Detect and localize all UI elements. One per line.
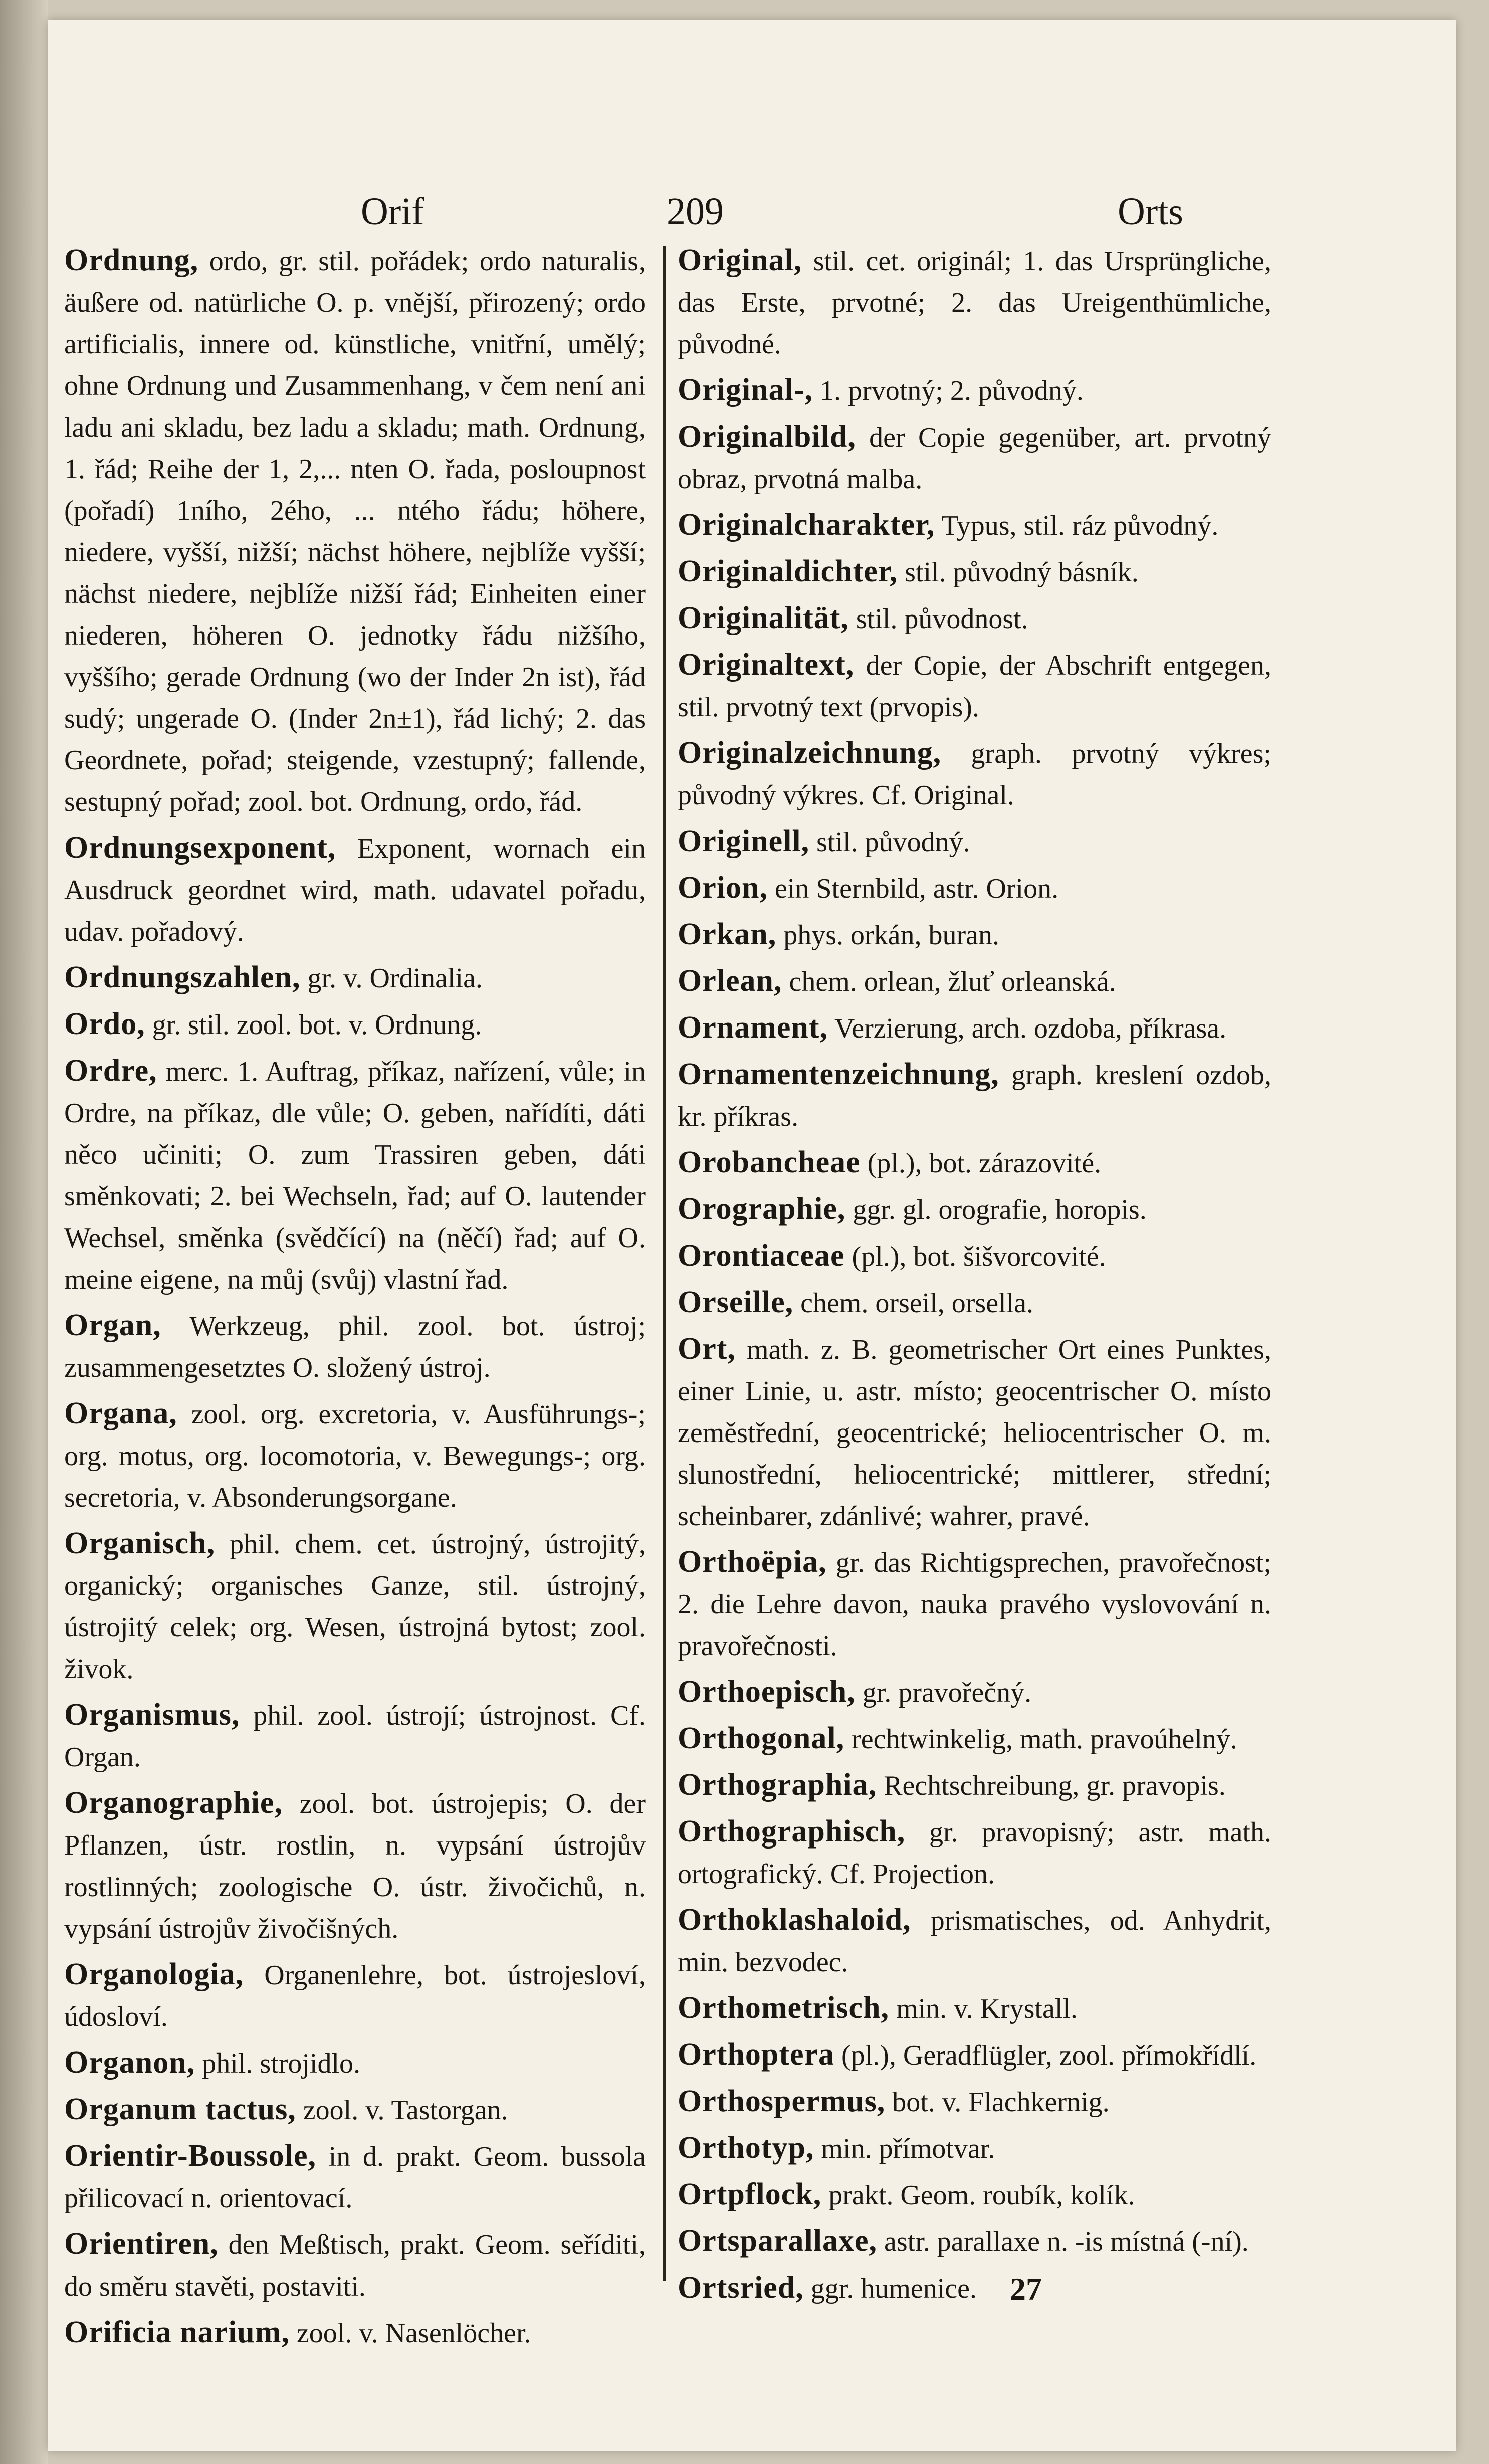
dictionary-entry: [678, 820, 1271, 863]
entry-definition: 1. prvotný; 2. původný.: [813, 375, 1084, 406]
column-divider: [663, 246, 666, 2281]
entry-definition: Werkzeug, phil. zool. bot. ústroj; zusammengesetztes O. složený ústroj.: [64, 1311, 646, 1383]
entry-headword: Ordo,: [64, 1007, 145, 1041]
dictionary-entry: [64, 1954, 646, 2038]
entry-definition: graph. prvotný výkres; původný výkres. Cf. Original.: [678, 738, 1271, 811]
entry-headword: Orion,: [678, 871, 768, 905]
entry-definition: der Copie, der Abschrift entgegen, stil. prvotný text (prvopis).: [678, 650, 1271, 723]
entry-definition: phil. zool. ústrojí; ústrojnost. Cf. Organ.: [64, 1700, 646, 1773]
dictionary-entry: [64, 240, 646, 823]
entry-definition: merc. 1. Auftrag, příkaz, nařízení, vůle; in Ordre, na příkaz, dle vůle; O. geben, nařídíti, dáti něco učiniti; O. zum Trassiren geben, dáti směnkovati; 2. bei Wechseln, řad; auf O. lautender Wechsel, směnka (svědčící) na (něčí) řad; auf O. meine eigene, na můj (svůj) vlastní řad.: [64, 1056, 646, 1295]
entry-headword: Ordre,: [64, 1054, 157, 1088]
entry-headword: Orobancheae: [678, 1145, 861, 1179]
entry-definition: ordo, gr. stil. pořádek; ordo naturalis, äußere od. natürliche O. p. vnější, přirozený; ordo artificialis, innere od. künstliche, vnitřní, umělý; ohne Ordnung und Zusammenhang, v čem není ani ladu ani skladu, bez ladu a skladu; math. Ordnung, 1. řád; Reihe der 1, 2,... nten O. řada, posloupnost (pořadí) 1ního, 2ého, ... ntého řádu; höhere, niedere, vyšší, nižší; nächst höhere, nejblíže vyšší; nächst niedere, nejblíže nižší řád; Einheiten einer niederen, höheren O. jednotky řádu nižšího, vyššího; gerade Ordnung (wo der Inder 2n ist), řád sudý; ungerade O. (Inder 2n±1), řád lichý; 2. das Geordnete, pořad; steigende, vzestupný; fallende, sestupný pořad; zool. bot. Ordnung, ordo, řád.: [64, 246, 646, 817]
dictionary-entry: [64, 1003, 646, 1046]
entry-headword: Organon,: [64, 2045, 195, 2080]
entry-headword: Organ,: [64, 1308, 161, 1342]
entry-definition: chem. orseil, orsella.: [793, 1288, 1034, 1319]
entry-definition: zool. bot. ústrojepis; O. der Pflanzen, ústr. rostlin, n. vypsání ústrojův rostlinných; zoologische O. ústr. živočichů, n. vypsání ústrojův živočišných.: [64, 1788, 646, 1944]
entry-headword: Orthoëpia,: [678, 1545, 827, 1579]
dictionary-entry: [678, 644, 1271, 728]
entry-definition: gr. das Richtigsprechen, pravořečnost; 2. die Lehre davon, nauka pravého vyslovování n. pravořečnosti.: [678, 1547, 1271, 1662]
dictionary-entry: [678, 1764, 1271, 1807]
entry-definition: Verzierung, arch. ozdoba, příkrasa.: [828, 1013, 1227, 1044]
entry-definition: astr. parallaxe n. -is místná (-ní).: [877, 2226, 1249, 2257]
dictionary-entry: [64, 827, 646, 953]
dictionary-entry: [678, 1671, 1271, 1714]
dictionary-entry: [678, 914, 1271, 956]
entry-headword: Orographie,: [678, 1192, 846, 1226]
entry-definition: ein Sternbild, astr. Orion.: [767, 873, 1059, 904]
entry-headword: Organographie,: [64, 1786, 283, 1820]
entry-definition: zool. v. Tastorgan.: [296, 2095, 508, 2126]
entry-definition: (pl.), bot. zárazovité.: [860, 1148, 1102, 1179]
page-number: 209: [667, 190, 724, 233]
dictionary-entry: [64, 957, 646, 999]
entry-headword: Originalzeichnung,: [678, 736, 942, 770]
entry-definition: Exponent, wornach ein Ausdruck geordnet wird, math. udavatel pořadu, udav. pořadový.: [64, 833, 646, 947]
entry-headword: Orificia narium,: [64, 2315, 290, 2349]
entry-definition: phys. orkán, buran.: [776, 920, 1000, 951]
dictionary-entry: [678, 1328, 1271, 1537]
dictionary-entry: [64, 1782, 646, 1950]
entry-headword: Ort,: [678, 1332, 736, 1366]
entry-headword: Originalität,: [678, 601, 849, 635]
dictionary-entry: [678, 2267, 1271, 2310]
dictionary-entry: [678, 867, 1271, 910]
entry-definition: zool. v. Nasenlöcher.: [289, 2318, 531, 2349]
entry-headword: Organa,: [64, 1396, 177, 1430]
dictionary-entry: [678, 504, 1271, 547]
entry-headword: Orthogonal,: [678, 1721, 845, 1755]
entry-definition: min. v. Krystall.: [889, 1993, 1078, 2024]
entry-headword: Organum tactus,: [64, 2092, 296, 2126]
entry-headword: Organologia,: [64, 1957, 244, 1991]
dictionary-entry: [678, 960, 1271, 1003]
dictionary-entry: [678, 2034, 1271, 2077]
dictionary-entry: [64, 1694, 646, 1778]
dictionary-entry: [678, 2081, 1271, 2123]
dictionary-entry: [678, 1188, 1271, 1231]
entry-headword: Ordnungsexponent,: [64, 831, 336, 865]
dictionary-entry: [678, 1007, 1271, 1050]
entry-headword: Originaltext,: [678, 648, 855, 682]
dictionary-entry: [64, 2223, 646, 2308]
dictionary-entry: [678, 1054, 1271, 1138]
entry-definition: (pl.), Geradflügler, zool. přímokřídlí.: [834, 2040, 1257, 2071]
entry-definition: stil. původný básník.: [898, 557, 1139, 588]
entry-definition: gr. pravořečný.: [855, 1677, 1032, 1708]
entry-headword: Orseille,: [678, 1285, 794, 1319]
entry-headword: Ordnung,: [64, 243, 199, 277]
entry-headword: Orlean,: [678, 964, 782, 998]
entry-definition: stil. cet. originál; 1. das Ursprüngliche, das Erste, prvotné; 2. das Ureigenthümliche, původné.: [678, 246, 1271, 360]
entry-definition: bot. v. Flachkernig.: [885, 2087, 1110, 2118]
header-right-guide-word: Orts: [1118, 190, 1183, 233]
entry-headword: Original,: [678, 243, 802, 277]
entry-definition: stil. původný.: [809, 827, 970, 858]
running-header: [0, 186, 1489, 237]
dictionary-entry: [64, 1393, 646, 1519]
entry-headword: Orthographia,: [678, 1768, 877, 1802]
entry-definition: rechtwinkelig, math. pravoúhelný.: [844, 1724, 1237, 1755]
entry-headword: Orthographisch,: [678, 1814, 906, 1849]
dictionary-entry: [678, 551, 1271, 593]
entry-definition: graph. kreslení ozdob, kr. příkras.: [678, 1060, 1271, 1132]
dictionary-entry: [678, 2174, 1271, 2216]
dictionary-entry: [678, 2220, 1271, 2263]
entry-headword: Orthospermus,: [678, 2084, 886, 2118]
left-column: [64, 240, 651, 2349]
entry-headword: Orthoepisch,: [678, 1675, 856, 1709]
entry-headword: Orthoklashaloid,: [678, 1903, 911, 1937]
dictionary-entry: [64, 2312, 646, 2354]
entry-headword: Orientiren,: [64, 2227, 219, 2261]
entry-definition: prismatisches, od. Anhydrit, min. bezvodec.: [678, 1905, 1271, 1978]
entry-headword: Ordnungszahlen,: [64, 960, 301, 994]
entry-headword: Orientir-Boussole,: [64, 2139, 317, 2173]
entry-definition: stil. původnost.: [848, 603, 1028, 635]
dictionary-entry: [64, 1523, 646, 1690]
entry-definition: gr. v. Ordinalia.: [300, 963, 483, 994]
dictionary-entry: [64, 2135, 646, 2219]
entry-definition: ggr. gl. orografie, horopis.: [845, 1194, 1147, 1225]
entry-headword: Orthometrisch,: [678, 1991, 890, 2025]
entry-headword: Originalcharakter,: [678, 508, 935, 542]
entry-headword: Ornament,: [678, 1010, 828, 1045]
dictionary-entry: [678, 1718, 1271, 1760]
dictionary-entry: [678, 1987, 1271, 2030]
entry-definition: gr. pravopisný; astr. math. ortografický. Cf. Projection.: [678, 1817, 1271, 1890]
header-left-guide-word: Orif: [361, 190, 424, 233]
dictionary-entry: [678, 240, 1271, 365]
dictionary-entry: [678, 1541, 1271, 1667]
entry-headword: Originell,: [678, 824, 810, 858]
dictionary-entry: [64, 2089, 646, 2131]
entry-definition: phil. strojidlo.: [195, 2048, 361, 2079]
entry-definition: der Copie gegenüber, art. prvotný obraz, prvotná malba.: [678, 422, 1271, 495]
entry-definition: math. z. B. geometrischer Ort eines Punktes, einer Linie, u. astr. místo; geocentrischer O. místo zeměstřední, geocentrické; heliocentrischer O. m. slunostřední, heliocentrické; mittlerer, střední; scheinbarer, zdánlivé; wahrer, pravé.: [678, 1334, 1271, 1532]
dictionary-entry: [64, 1050, 646, 1301]
dictionary-entry: [678, 369, 1271, 412]
dictionary-entry: [678, 1899, 1271, 1983]
dictionary-entry: [678, 1282, 1271, 1324]
entry-definition: Rechtschreibung, gr. pravopis.: [877, 1770, 1226, 1801]
entry-definition: min. přímotvar.: [814, 2133, 995, 2164]
entry-headword: Orthotyp,: [678, 2131, 814, 2165]
entry-headword: Originalbild,: [678, 420, 856, 454]
dictionary-entry: [678, 1235, 1271, 1278]
entry-headword: Ortpflock,: [678, 2177, 822, 2211]
entry-definition: prakt. Geom. roubík, kolík.: [821, 2180, 1135, 2211]
entry-headword: Ortsparallaxe,: [678, 2224, 877, 2258]
entry-definition: Typus, stil. ráz původný.: [935, 510, 1219, 541]
signature-mark: 27: [1010, 2271, 1042, 2307]
entry-headword: Original-,: [678, 373, 813, 407]
dictionary-entry: [678, 416, 1271, 500]
entry-definition: phil. chem. cet. ústrojný, ústrojitý, organický; organisches Ganze, stil. ústrojný, ústrojitý celek; org. Wesen, ústrojná bytost; zool. živok.: [64, 1529, 646, 1685]
entry-definition: Organenlehre, bot. ústrojesloví, údosloví.: [64, 1960, 646, 2032]
entry-headword: Originaldichter,: [678, 554, 898, 588]
entry-definition: (pl.), bot. šišvorcovité.: [844, 1241, 1106, 1272]
entry-headword: Ortsried,: [678, 2271, 804, 2305]
entry-definition: den Meßtisch, prakt. Geom. seříditi, do směru stavěti, postaviti.: [64, 2229, 646, 2302]
dictionary-entry: [678, 1811, 1271, 1895]
entry-headword: Orthoptera: [678, 2037, 835, 2072]
entry-definition: in d. prakt. Geom. bussola přilicovací n. orientovací.: [64, 2141, 646, 2214]
dictionary-entry: [678, 2127, 1271, 2170]
entry-definition: gr. stil. zool. bot. v. Ordnung.: [145, 1009, 482, 1041]
entry-headword: Organismus,: [64, 1698, 240, 1732]
entry-definition: zool. org. excretoria, v. Ausführungs-; org. motus, org. locomotoria, v. Bewegungs-; org. secretoria, v. Absonderungsorgane.: [64, 1399, 646, 1513]
entry-headword: Orkan,: [678, 917, 777, 951]
entry-definition: chem. orlean, žluť orleanská.: [782, 966, 1116, 997]
entry-headword: Orontiaceae: [678, 1239, 845, 1273]
page-edge: [0, 0, 48, 2464]
entry-definition: ggr. humenice.: [803, 2273, 977, 2304]
entry-headword: Ornamentenzeichnung,: [678, 1057, 999, 1091]
entry-headword: Organisch,: [64, 1526, 216, 1560]
dictionary-entry: [64, 2042, 646, 2085]
dictionary-entry: [678, 1142, 1271, 1184]
dictionary-entry: [678, 597, 1271, 640]
dictionary-entry: [678, 732, 1271, 816]
dictionary-entry: [64, 1305, 646, 1389]
